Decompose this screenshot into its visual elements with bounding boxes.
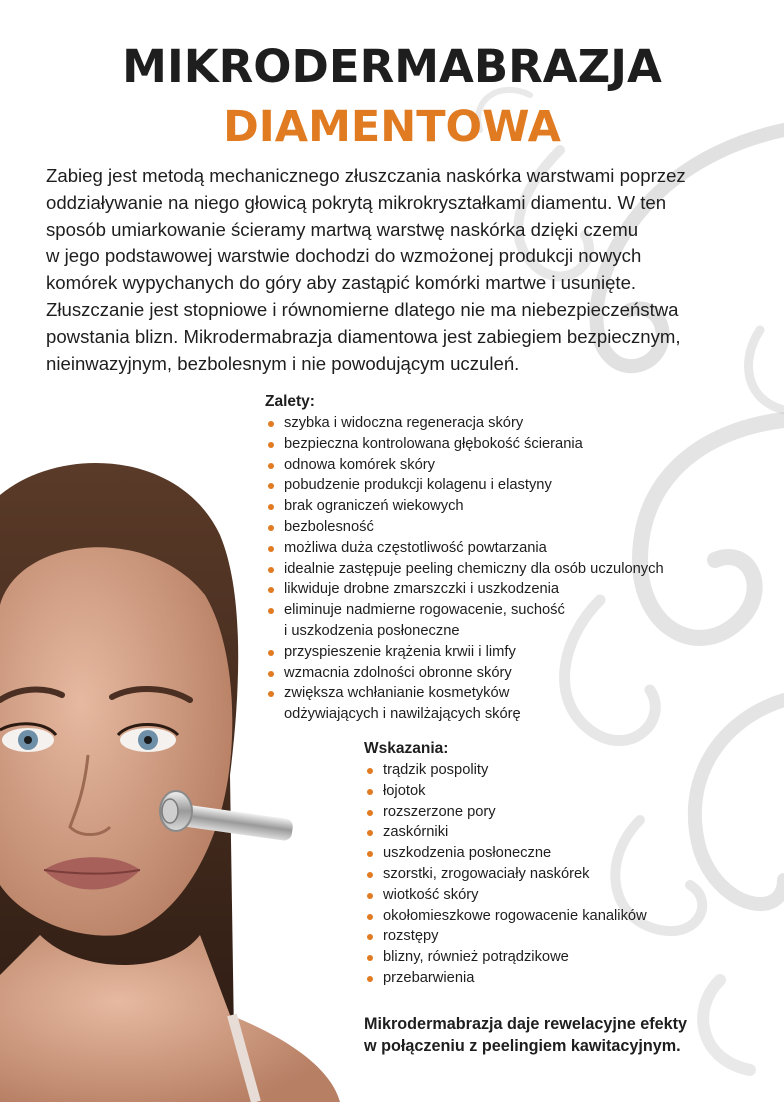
intro-line: Złuszczanie jest stopniowe i równomierne dlatego nie ma niebezpieczeństwa bbox=[46, 298, 679, 320]
list-item-text: przyspieszenie krążenia krwii i limfy bbox=[284, 643, 516, 660]
list-item-text: bezpieczna kontrolowana głębokość ścierania bbox=[284, 435, 583, 452]
list-item-text: likwiduje drobne zmarszczki i uszkodzenia bbox=[284, 581, 560, 598]
intro-line: powstania blizn. Mikrodermabrazja diamentowa jest zabiegiem bezpiecznym, bbox=[46, 325, 681, 347]
intro-line: nieinwazyjnym, bezbolesnym i nie powodującym uczuleń. bbox=[46, 352, 520, 374]
list-item-text: odnowa komórek skóry bbox=[284, 456, 436, 473]
page-title: MIKRODERMABRAZJA bbox=[122, 40, 662, 93]
list-item: zaskórniki bbox=[364, 822, 647, 843]
list-item bbox=[265, 455, 664, 476]
list-item: łojotok bbox=[364, 781, 647, 802]
list-item bbox=[265, 475, 664, 496]
list-item-text: możliwa duża częstotliwość powtarzania bbox=[284, 539, 547, 556]
intro-line: w jego podstawowej warstwie dochodzi do wzmożonej produkcji nowych bbox=[46, 245, 642, 267]
indications-list bbox=[364, 760, 647, 989]
intro-line: sposób umiarkowanie ścieramy martwą warstwę naskórka dzięki czemu bbox=[46, 218, 639, 240]
list-item: rozszerzone pory bbox=[364, 802, 647, 823]
list-item: uszkodzenia posłoneczne bbox=[364, 843, 647, 864]
benefits-list bbox=[265, 413, 664, 725]
list-item bbox=[265, 663, 664, 684]
list-item bbox=[265, 642, 664, 663]
list-item bbox=[265, 538, 664, 559]
page-subtitle: DIAMENTOWA bbox=[223, 102, 561, 152]
closing-statement bbox=[364, 1014, 687, 1057]
closing-line: w połączeniu z peelingiem kawitacyjnym. bbox=[364, 1036, 681, 1055]
list-item-text: bezbolesność bbox=[284, 518, 374, 535]
list-item-text: eliminuje nadmierne rogowacenie, suchość bbox=[284, 602, 565, 619]
benefits-heading: Zalety: bbox=[265, 393, 315, 410]
list-item-text: brak ograniczeń wiekowych bbox=[284, 498, 464, 515]
list-item bbox=[265, 683, 664, 725]
list-item: okołomieszkowe rogowacenie kanalików bbox=[364, 906, 647, 927]
intro-paragraph bbox=[46, 163, 762, 377]
list-item: przebarwienia bbox=[364, 968, 647, 989]
list-item-text: zwiększa wchłanianie kosmetyków bbox=[284, 685, 510, 702]
list-item: rozstępy bbox=[364, 926, 647, 947]
list-item: trądzik pospolity bbox=[364, 760, 647, 781]
list-item bbox=[265, 517, 664, 538]
closing-line: Mikrodermabrazja daje rewelacyjne efekty bbox=[364, 1015, 688, 1033]
indications-section bbox=[364, 740, 647, 989]
list-item-text: pobudzenie produkcji kolagenu i elastyny bbox=[284, 477, 552, 494]
list-item bbox=[265, 496, 664, 517]
list-item-text: i uszkodzenia posłoneczne bbox=[284, 622, 460, 639]
list-item: szorstki, zrogowaciały naskórek bbox=[364, 864, 647, 885]
list-item: blizny, również potrądzikowe bbox=[364, 947, 647, 968]
list-item-text: odżywiających i nawilżających skórę bbox=[284, 706, 521, 723]
list-item-text: szybka i widoczna regeneracja skóry bbox=[284, 415, 524, 431]
intro-line: oddziaływanie na niego głowicą pokrytą mikrokryształkami diamentu. W ten bbox=[46, 191, 667, 213]
indications-heading: Wskazania: bbox=[364, 740, 449, 757]
list-item bbox=[265, 600, 664, 642]
list-item-text: idealnie zastępuje peeling chemiczny dla osób uczulonych bbox=[284, 560, 664, 577]
list-item bbox=[265, 413, 664, 434]
list-item: wiotkość skóry bbox=[364, 885, 647, 906]
benefits-section bbox=[265, 393, 664, 725]
list-item bbox=[265, 559, 664, 580]
intro-line: komórek wypychanych do góry aby zastąpić komórki martwe i usunięte. bbox=[46, 272, 637, 294]
list-item bbox=[265, 579, 664, 600]
intro-line: Zabieg jest metodą mechanicznego złuszczania naskórka warstwami poprzez bbox=[46, 165, 686, 186]
list-item-text: wzmacnia zdolności obronne skóry bbox=[284, 664, 512, 681]
list-item bbox=[265, 434, 664, 455]
